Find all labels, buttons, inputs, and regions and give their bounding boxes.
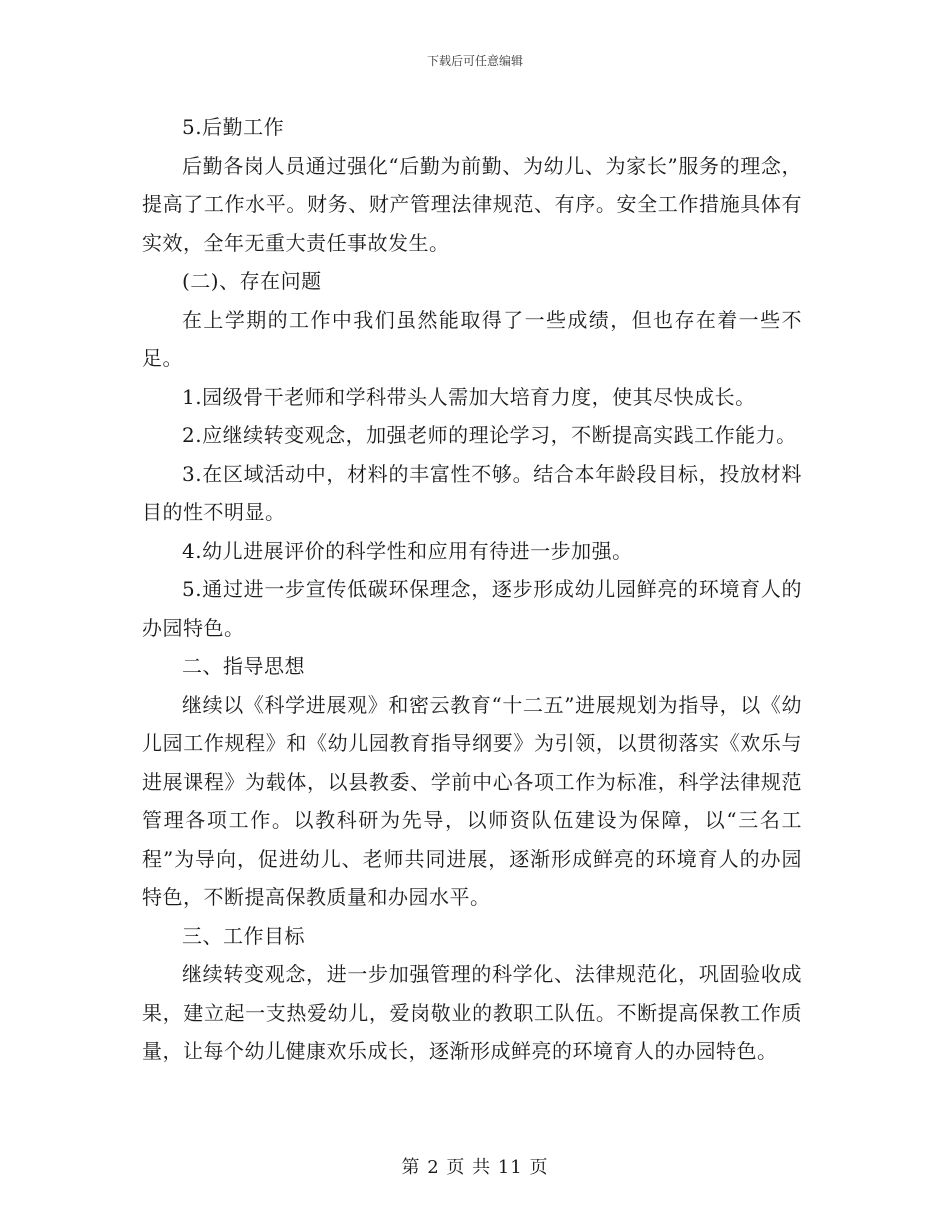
problem-item-3: 3.在区域活动中，材料的丰富性不够。结合本年龄段目标，投放材料目的性不明显。 bbox=[142, 461, 802, 524]
document-body bbox=[142, 108, 802, 1071]
problem-item-5: 5.通过进一步宣传低碳环保理念，逐步形成幼儿园鲜亮的环境育人的办园特色。 bbox=[142, 577, 802, 640]
section-heading-problems: (二)、存在问题 bbox=[182, 269, 322, 293]
section-heading-logistics: 5.后勤工作 bbox=[182, 115, 285, 139]
paragraph-problems-intro: 在上学期的工作中我们虽然能取得了一些成绩，但也存在着一些不足。 bbox=[142, 307, 802, 370]
header-note: 下载后可任意编辑 bbox=[426, 54, 523, 68]
problem-item-4: 4.幼儿进展评价的科学性和应用有待进一步加强。 bbox=[182, 538, 633, 563]
page-indicator: 第 2 页 共 11 页 bbox=[401, 1157, 549, 1178]
paragraph-logistics: 后勤各岗人员通过强化“后勤为前勤、为幼儿、为家长”服务的理念，提高了工作水平。财务、财产管理法律规范、有序。安全工作措施具体有实效，全年无重大责任事故发生。 bbox=[142, 153, 802, 255]
paragraph-guiding-ideology: 继续以《科学进展观》和密云教育“十二五”进展规划为指导，以《幼儿园工作规程》和《幼儿园教育指导纲要》为引领，以贯彻落实《欢乐与进展课程》为载体，以县教委、学前中心各项工作为标准，科学法律规范管理各项工作。以教科研为先导，以师资队伍建设为保障，以“三名工程”为导向，促进幼儿、老师共同进展，逐渐形成鲜亮的环境育人的办园特色，不断提高保教质量和办园水平。 bbox=[142, 692, 802, 909]
section-heading-guiding-ideology: 二、指导思想 bbox=[182, 654, 305, 678]
problem-item-1: 1.园级骨干老师和学科带头人需加大培育力度，使其尽快成长。 bbox=[182, 384, 756, 409]
paragraph-work-goals: 继续转变观念，进一步加强管理的科学化、法律规范化，巩固验收成果，建立起一支热爱幼儿，爱岗敬业的教职工队伍。不断提高保教工作质量，让每个幼儿健康欢乐成长，逐渐形成鲜亮的环境育人的办园特色。 bbox=[142, 962, 802, 1063]
section-heading-work-goals: 三、工作目标 bbox=[182, 923, 305, 948]
problem-item-2: 2.应继续转变观念，加强老师的理论学习，不断提高实践工作能力。 bbox=[182, 423, 797, 447]
